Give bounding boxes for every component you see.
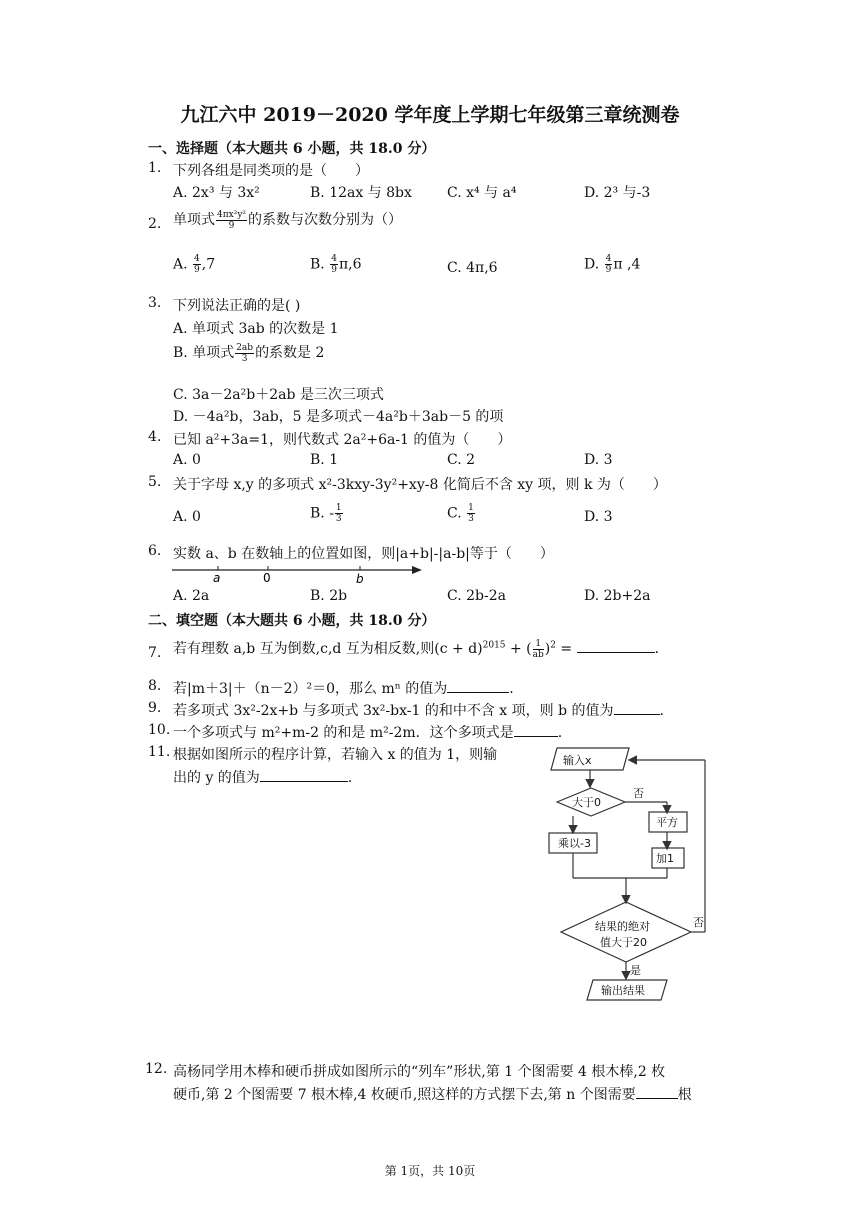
question-stem: 若|m＋3|＋（n－2）²＝0，那么 mⁿ 的值为 .: [173, 681, 514, 697]
option-a: A. 2x³ 与 3x²: [173, 185, 260, 201]
option-d: D. $\frac{4}{9}$ π ,4: [584, 254, 641, 275]
flow-yes-label: 是: [630, 964, 641, 977]
question-stem: 已知 a²+3a=1，则代数式 2a²+6a-1 的值为（ ）: [173, 432, 512, 448]
question-number: 3.: [148, 295, 162, 311]
question-number: 6.: [148, 543, 162, 559]
option-c: C. 4π,6: [447, 260, 498, 276]
question-number: 7.: [148, 645, 162, 661]
flow-condition-label: 大于0: [572, 796, 601, 809]
question-number: 9.: [148, 700, 162, 716]
flow-check-label-1: 结果的绝对: [595, 920, 650, 933]
option-a: A. 单项式 3ab 的次数是 1: [173, 321, 339, 337]
question-stem: 关于字母 x,y 的多项式 x²-3kxy-3y²+xy-8 化简后不含 xy 项，则 k 为（ ）: [173, 477, 667, 493]
option-b: B. - $\frac{1}{3}$: [310, 503, 342, 524]
flow-square-label: 平方: [656, 816, 678, 829]
question-number: 4.: [148, 429, 162, 445]
option-d: D. 3: [584, 452, 613, 468]
option-a: A. 0: [173, 452, 201, 468]
flowchart: [535, 742, 715, 1008]
question-stem: 下列各组是同类项的是（ ）: [173, 163, 369, 179]
page-title: 九江六中 2019－2020 学年度上学期七年级第三章统测卷: [180, 104, 680, 126]
question-number: 1.: [148, 160, 162, 176]
option-a: A. 0: [173, 509, 201, 525]
question-stem: 下列说法正确的是( ): [173, 298, 301, 314]
question-number: 12.: [145, 1061, 168, 1077]
option-c: C. x⁴ 与 a⁴: [447, 185, 517, 201]
flow-input-label: 输入x: [563, 754, 592, 767]
option-b: B. 2b: [310, 588, 348, 604]
option-c: C. 3a－2a²b＋2ab 是三次三项式: [173, 387, 384, 403]
flow-multiply-label: 乘以-3: [558, 837, 591, 850]
question-stem: 实数 a、b 在数轴上的位置如图，则|a+b|-|a-b|等于（ ）: [173, 546, 554, 562]
page-footer: 第 1页，共 10页: [384, 1164, 476, 1178]
number-line-figure: [170, 560, 430, 586]
option-b: B. $\frac{4}{9}$ π,6: [310, 254, 362, 275]
option-d: D. 2b+2a: [584, 588, 651, 604]
flow-add-label: 加1: [656, 852, 674, 865]
question-stem: 若有理数 a,b 互为倒数,c,d 互为相反数,则$(c + d)^{2015}$ + ( $\frac{1}{ab}$ )$^2$ = .: [173, 638, 660, 660]
option-d: D. －4a²b，3ab，5 是多项式－4a²b＋3ab－5 的项: [173, 409, 504, 425]
axis-label-b: b: [356, 572, 364, 586]
option-b: B. 12ax 与 8bx: [310, 185, 412, 201]
option-a: A. 2a: [173, 588, 210, 604]
question-stem: 若多项式 3x²-2x+b 与多项式 3x²-bx-1 的和中不含 x 项，则 b 的值为 .: [173, 703, 664, 719]
question-stem-line2: 硬币,第 2 个图需要 7 根木棒,4 枚硬币,照这样的方式摆下去,第 n 个图需要 根: [173, 1087, 692, 1103]
question-number: 2.: [148, 216, 162, 232]
question-number: 5.: [148, 474, 162, 490]
option-b: B. 1: [310, 452, 339, 468]
axis-label-zero: 0: [263, 571, 271, 585]
question-number: 10.: [148, 722, 171, 738]
question-stem-line1: 根据如图所示的程序计算，若输入 x 的值为 1，则输: [173, 747, 498, 763]
question-stem: 一个多项式与 m²+m-2 的和是 m²-2m．这个多项式是 .: [173, 725, 563, 741]
question-number: 11.: [148, 744, 171, 760]
option-d: D. 2³ 与-3: [584, 185, 651, 201]
option-c: C. $\frac{1}{3}$: [447, 503, 474, 524]
flow-check-label-2: 值大于20: [600, 936, 647, 949]
axis-label-a: a: [213, 571, 221, 585]
section-heading-choice: 一、选择题（本大题共 6 小题，共 18.0 分）: [148, 141, 436, 157]
section-heading-fill: 二、填空题（本大题共 6 小题，共 18.0 分）: [148, 613, 436, 629]
flow-output-label: 输出结果: [601, 984, 645, 997]
flow-no-label: 否: [633, 787, 644, 800]
question-number: 8.: [148, 678, 162, 694]
flow-no2-label: 否: [693, 916, 704, 929]
question-stem-line1: 高杨同学用木棒和硬币拼成如图所示的“列车”形状,第 1 个图需要 4 根木棒,2 枚: [173, 1064, 666, 1080]
option-c: C. 2b-2a: [447, 588, 506, 604]
question-stem-line2: 出的 y 的值为 .: [173, 770, 353, 786]
question-stem: 单项式 $\frac{\text{4πx²y²}}{9}$ 的系数与次数分别为（）: [173, 209, 403, 231]
option-a: A. $\frac{4}{9}$ ,7: [173, 254, 216, 275]
option-b: B. 单项式 $\frac{2ab}{3}$ 的系数是 2: [173, 342, 325, 364]
option-c: C. 2: [447, 452, 476, 468]
option-d: D. 3: [584, 509, 613, 525]
